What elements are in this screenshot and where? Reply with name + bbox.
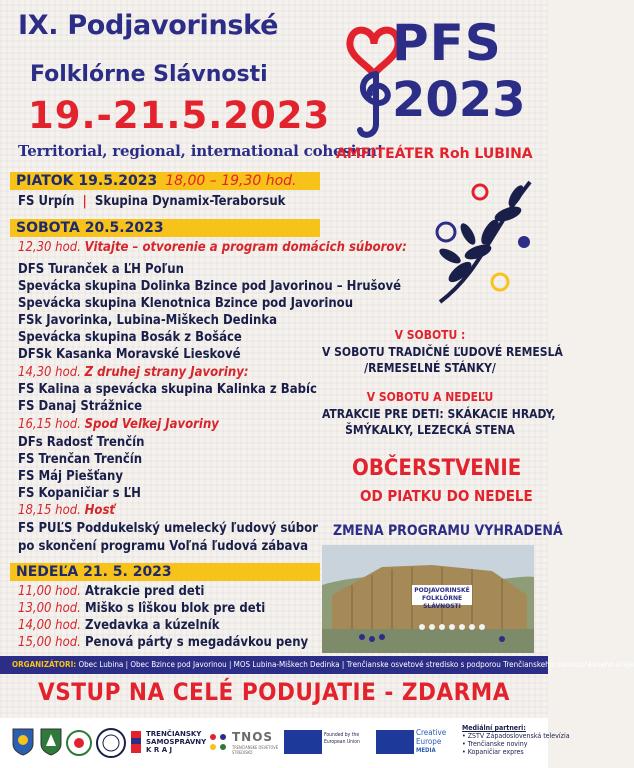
friday-heading: PIATOK 19.5.2023	[16, 173, 158, 189]
tsk-line1: TRENČIANSKY	[146, 730, 202, 738]
list-item: po skončení programu Voľná ľudová zábava	[18, 539, 308, 554]
list-item: DFSk Kasanka Moravské Lieskové	[18, 347, 241, 362]
amphitheatre-photo	[322, 545, 534, 653]
list-item: Spevácka skupina Dolinka Bzince pod Javorinou – Hrušové	[18, 279, 402, 294]
lubina-coat-of-arms-icon	[12, 728, 34, 758]
refreshments-subheading: OD PIATKU DO NEDELE	[360, 487, 533, 505]
sunday-text: Atrakcie pred deti	[84, 584, 205, 599]
friday-time: 18,00 – 19,30 hod.	[165, 173, 297, 189]
ce-line1: Creative	[416, 728, 447, 737]
list-item: Spevácka skupina Klenotnica Bzince pod Javorinou	[18, 296, 354, 311]
eu-funding-text: Founded by the European Union	[324, 732, 360, 745]
list-item: Spevácka skupina Bosák z Bošáce	[18, 330, 242, 345]
ce-line2: Europe	[416, 737, 442, 746]
organizers-bar	[0, 656, 634, 674]
logo-year-text: 2023	[392, 72, 526, 128]
round-seal-icon	[96, 728, 126, 758]
creative-europe-flag-icon	[376, 730, 414, 754]
block2-title: Z druhej strany Javoriny:	[84, 365, 249, 380]
festival-title-line1: IX. Podjavorinské	[18, 10, 279, 41]
friday-act-2: Skupina Dynamix-Teraborsuk	[94, 194, 286, 209]
refreshments-heading: OBČERSTVENIE	[352, 456, 522, 481]
sunday-time: 14,00 hod.	[18, 618, 81, 633]
photo-banner-line1: PODJAVORINSKÉ	[414, 587, 470, 594]
bzince-coat-of-arms-icon	[40, 728, 62, 758]
list-item: FS Kopaničiar s ĽH	[18, 486, 141, 501]
block4-time: 18,15 hod.	[18, 503, 81, 518]
list-item: FS PUĽS Poddukelský umelecký ľudový súbor	[18, 521, 318, 536]
sunday-time: 13,00 hod.	[18, 601, 81, 616]
list-item: FS Trenčan Trenčín	[18, 452, 143, 467]
friday-separator: |	[82, 194, 87, 209]
block3-time: 16,15 hod.	[18, 417, 81, 432]
friday-line	[18, 193, 285, 211]
sunday-heading: NEDEĽA 21. 5. 2023	[16, 564, 172, 580]
tsk-line2: SAMOSPRÁVNY	[146, 738, 207, 746]
ce-line3: MEDIA	[416, 747, 436, 754]
media-partner-3: • Kopaničiar expres	[462, 748, 524, 756]
logo-pfs-text: PFS	[392, 14, 502, 72]
tsk-line3: K R A J	[146, 746, 173, 754]
block4-title: Hosť	[84, 503, 116, 518]
block1-title: Vitajte – otvorenie a program domácich súborov:	[84, 240, 407, 255]
list-item: FS Danaj Strážnice	[18, 399, 143, 414]
list-item: FS Kalina a spevácka skupina Kalinka z Babíc	[18, 382, 317, 397]
venue-text: AMFITEÁTER Roh LUBINA	[336, 146, 533, 162]
block2-time: 14,30 hod.	[18, 365, 81, 380]
sunday-time: 11,00 hod.	[18, 584, 81, 599]
festival-title-line2: Folklórne Slávnosti	[30, 62, 268, 87]
weekend-info-line1: ATRAKCIE PRE DETI: SKÁKACIE HRADY,	[322, 407, 556, 421]
friday-heading-band	[10, 172, 320, 190]
list-item	[18, 634, 308, 652]
media-partners-head: Mediální partneri:	[462, 724, 526, 732]
tnos-logo: TNOS	[232, 730, 274, 744]
organizers-text: Obec Lubina | Obec Bzince pod Javorinou | MOS Lubina-Miškech Dedinka | Trenčianske osvetové stredisko s podporou Trenčianskeho samosprávneho kraja	[78, 660, 634, 669]
free-entry-banner: VSTUP NA CELÉ PODUJATIE - ZDARMA	[38, 678, 510, 706]
creative-europe-logo	[416, 728, 446, 755]
mos-logo-icon	[66, 730, 92, 760]
saturday-info-line2: /REMESELNÉ STÁNKY/	[364, 361, 496, 375]
list-item: DFS Turanček a ĽH Poľun	[18, 262, 184, 277]
list-item	[18, 600, 265, 618]
sunday-text: Miško s lîškou blok pre deti	[84, 601, 266, 616]
tsk-emblem-icon	[130, 730, 142, 760]
weekend-info-head: V SOBOTU A NEDEĽU	[366, 390, 494, 404]
friday-act-1: FS Urpín	[18, 194, 75, 209]
media-partner-1: • ZSTV Západoslovenská televízia	[462, 732, 570, 740]
partner-logos-footer	[0, 718, 570, 768]
tnos-dots-icon	[208, 732, 230, 762]
weekend-info-line2: ŠMÝKALKY, LEZECKÁ STENA	[345, 423, 515, 437]
saturday-info-head: V SOBOTU :	[394, 328, 466, 342]
list-item	[18, 617, 220, 635]
sunday-heading-band	[10, 563, 320, 581]
tnos-subtitle: TRENČIANSKE OSVETOVÉ STREDISKO	[232, 745, 278, 755]
tsk-logo-text	[146, 730, 206, 754]
program-change-note: ZMENA PROGRAMU VYHRADENÁ	[333, 523, 563, 539]
photo-banner	[414, 587, 470, 611]
sunday-text: Zvedavka a kúzelník	[84, 618, 220, 633]
saturday-heading: SOBOTA 20.5.2023	[16, 220, 164, 236]
list-item	[18, 583, 204, 601]
block3-title: Spod Veľkej Javoriny	[84, 417, 219, 432]
sunday-time: 15,00 hod.	[18, 635, 81, 650]
saturday-block1-header	[18, 239, 407, 257]
sunday-text: Penová párty s megadávkou peny	[84, 635, 309, 650]
saturday-block4-header	[18, 502, 115, 520]
organizers-label: ORGANIZÁTORI:	[12, 660, 77, 669]
festival-motto: Territorial, regional, international cohesion!	[18, 142, 384, 160]
photo-banner-line2: FOLKLÓRNE SLÁVNOSTI	[421, 595, 463, 610]
eu-flag-icon	[284, 730, 322, 754]
folk-ornament-icon	[420, 172, 540, 312]
list-item: DFs Radosť Trenčín	[18, 435, 145, 450]
saturday-heading-band	[10, 219, 320, 237]
saturday-block3-header	[18, 416, 219, 434]
list-item: FSk Javorinka, Lubina-Miškech Dedinka	[18, 313, 277, 328]
saturday-block2-header	[18, 364, 249, 382]
block1-time: 12,30 hod.	[18, 240, 81, 255]
media-partners	[462, 724, 570, 756]
festival-dates: 19.-21.5.2023	[28, 94, 331, 137]
list-item: FS Máj Piešťany	[18, 469, 123, 484]
media-partner-2: • Trenčianske noviny	[462, 740, 528, 748]
saturday-info-line1: V SOBOTU TRADIČNÉ ĽUDOVÉ REMESLÁ	[322, 345, 563, 359]
